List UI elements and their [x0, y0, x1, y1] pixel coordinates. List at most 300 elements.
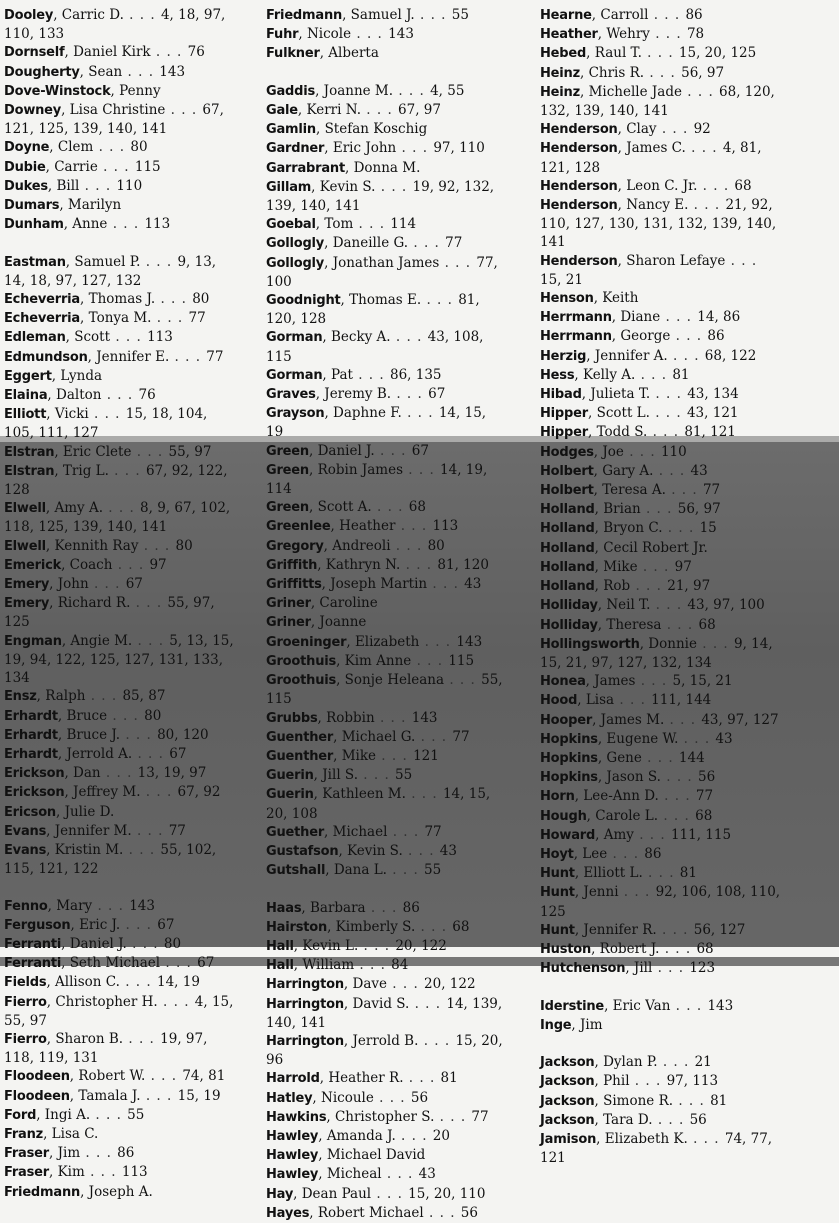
entry-first-name: Dana L. — [333, 862, 387, 879]
entry-first-name: Joanne — [319, 614, 367, 631]
index-entry — [4, 687, 236, 706]
entry-last-name: Griner — [266, 596, 311, 612]
index-entry — [266, 1069, 506, 1088]
entry-pages: 92 — [693, 121, 711, 138]
entry-first-name: Mike — [603, 558, 638, 575]
entry-first-name: Ingi A. — [44, 1106, 91, 1123]
entry-last-name: Holland — [540, 502, 595, 518]
entry-last-name: Ferranti — [4, 956, 62, 972]
index-entry — [4, 82, 236, 101]
entry-pages: 56, 97 — [677, 501, 721, 518]
entry-pages: 15, 20, 96 — [266, 1032, 503, 1069]
entry-first-name: Kimberly S. — [335, 918, 416, 935]
index-entry — [266, 404, 506, 441]
entry-separator: , — [57, 707, 67, 724]
entry-first-name: Jennifer M. — [54, 822, 132, 839]
entry-last-name: Dove-Winstock — [4, 83, 111, 99]
entry-last-name: Dooley — [4, 8, 54, 23]
entry-pages: 19, 97, 118, 119, 131 — [4, 1030, 208, 1067]
entry-leader-dots: . . . — [670, 328, 708, 345]
entry-pages: 81 — [679, 865, 697, 882]
entry-last-name: Emerick — [4, 557, 62, 573]
entry-first-name: Mary — [56, 897, 93, 914]
letter-gap — [540, 978, 783, 996]
entry-first-name: Brian — [603, 501, 641, 518]
entry-separator: , — [46, 1030, 56, 1047]
entry-leader-dots: . . . — [138, 537, 176, 554]
entry-separator: , — [36, 688, 46, 705]
entry-last-name: Jamison — [540, 1131, 597, 1147]
entry-separator: , — [333, 728, 342, 745]
entry-first-name: Daniel Kirk — [73, 44, 151, 61]
entry-last-name: Gollogly — [266, 255, 325, 271]
entry-leader-dots: . . . — [635, 673, 673, 690]
entry-separator: , — [594, 558, 604, 575]
index-entry — [540, 120, 783, 139]
entry-pages: 43 — [439, 842, 457, 859]
entry-first-name: Coach — [69, 556, 113, 573]
entry-pages: 55 — [451, 7, 469, 23]
entry-pages: 80 — [192, 291, 210, 308]
entry-first-name: Todd S. — [596, 424, 648, 441]
entry-first-name: David S. — [352, 995, 410, 1012]
entry-pages: 115 — [448, 652, 475, 669]
entry-separator: , — [293, 937, 303, 954]
entry-first-name: Simone R. — [603, 1092, 674, 1109]
entry-first-name: Dan — [73, 765, 101, 782]
entry-leader-dots: . . . — [100, 765, 138, 782]
entry-first-name: Lee — [582, 845, 608, 862]
entry-separator: , — [64, 44, 74, 61]
entry-leader-dots: . . . — [112, 556, 150, 573]
entry-pages: 5, 15, 21 — [672, 673, 733, 690]
entry-separator: , — [611, 309, 621, 326]
index-entry — [540, 558, 783, 577]
entry-first-name: Daphne F. — [333, 405, 402, 422]
index-entry — [266, 82, 506, 101]
entry-separator: , — [594, 1054, 604, 1071]
entry-leader-dots: . . . — [373, 1089, 411, 1106]
entry-last-name: Heinz — [540, 65, 580, 81]
entry-last-name: Herrmann — [540, 310, 612, 326]
entry-last-name: Evans — [4, 823, 47, 839]
entry-first-name: Teresa A. — [602, 482, 666, 499]
entry-first-name: Jim — [580, 1016, 603, 1033]
entry-first-name: Robert Michael — [317, 1204, 424, 1221]
entry-leader-dots: . . . — [123, 1030, 161, 1047]
entry-first-name: Diane — [620, 309, 661, 326]
entry-pages: 143 — [456, 633, 483, 650]
entry-separator: , — [574, 788, 584, 805]
entry-pages: 15 — [699, 520, 717, 537]
entry-first-name: Andreoli — [332, 537, 391, 554]
index-entry — [4, 783, 236, 802]
index-entry — [266, 498, 506, 517]
entry-pages: 56 — [460, 1204, 478, 1221]
index-entry — [540, 940, 783, 959]
entry-first-name: Tonya M. — [88, 310, 152, 327]
entry-pages: 97, 113 — [666, 1073, 719, 1090]
entry-last-name: Hodges — [540, 444, 594, 460]
entry-leader-dots: . . . — [642, 865, 680, 882]
entry-last-name: Harrington — [266, 977, 344, 993]
entry-first-name: Michael — [332, 823, 388, 840]
entry-pages: 143 — [411, 709, 438, 726]
entry-last-name: Ferranti — [4, 936, 62, 952]
entry-pages: 85, 87 — [122, 688, 166, 705]
entry-leader-dots: . . . — [126, 935, 164, 952]
index-entry — [266, 956, 506, 975]
index-entry — [4, 745, 236, 764]
entry-pages: 14, 86 — [697, 309, 741, 326]
entry-separator: , — [301, 899, 310, 916]
entry-separator: , — [293, 1185, 302, 1202]
entry-separator: , — [313, 786, 323, 803]
entry-pages: 113 — [147, 329, 173, 346]
entry-separator: , — [587, 405, 597, 422]
entry-pages: 56, 97 — [681, 64, 725, 81]
index-entry — [540, 768, 783, 787]
entry-pages: 80 — [144, 707, 162, 724]
entry-pages: 97 — [674, 558, 692, 575]
index-entry — [266, 120, 506, 139]
entry-first-name: Becky A. — [330, 329, 391, 346]
entry-last-name: Hawley — [266, 1148, 319, 1164]
index-entry — [540, 749, 783, 768]
entry-last-name: Holland — [540, 559, 595, 575]
index-entry — [266, 995, 506, 1032]
entry-pages: 77 — [702, 482, 721, 499]
entry-separator: , — [321, 576, 331, 593]
index-entry — [4, 1144, 236, 1163]
entry-separator: , — [46, 406, 55, 423]
entry-pages: 14, 139, 140, 141 — [266, 995, 503, 1031]
entry-separator: , — [324, 235, 333, 252]
index-entry — [266, 517, 506, 536]
index-entry — [540, 596, 783, 615]
entry-leader-dots: . . . — [681, 83, 720, 100]
entry-last-name: Groothuis — [266, 673, 337, 689]
entry-separator: , — [315, 121, 325, 138]
entry-last-name: Elliott — [4, 407, 47, 423]
index-entry — [540, 25, 783, 44]
entry-pages: 81, 120, 128 — [266, 292, 480, 328]
entry-leader-dots: . . . — [108, 462, 146, 479]
entry-first-name: Eric Clete — [62, 443, 132, 460]
entry-first-name: Lisa — [585, 692, 615, 709]
entry-last-name: Hearne — [540, 8, 592, 23]
entry-first-name: Daniel J. — [69, 935, 127, 952]
index-entry — [4, 822, 236, 841]
index-entry — [540, 577, 783, 596]
entry-last-name: Hay — [266, 1186, 294, 1202]
index-entry — [540, 83, 783, 120]
entry-leader-dots: . . . — [131, 822, 169, 839]
entry-last-name: Erhardt — [4, 727, 58, 743]
entry-last-name: Gardner — [266, 141, 325, 157]
entry-separator: , — [36, 1106, 45, 1123]
entry-separator: , — [315, 216, 325, 233]
entry-first-name: Christopher H. — [55, 993, 158, 1010]
entry-last-name: Green — [266, 462, 309, 478]
entry-pages: 55 — [395, 767, 413, 784]
entry-pages: 80 — [130, 139, 148, 156]
index-entry — [540, 864, 783, 883]
entry-separator: , — [325, 862, 334, 879]
entry-leader-dots: . . . — [653, 462, 691, 479]
entry-first-name: Kathryn N. — [325, 556, 401, 573]
entry-last-name: Hebed — [540, 46, 587, 62]
entry-separator: , — [338, 842, 348, 859]
entry-separator: , — [343, 1032, 353, 1049]
entry-first-name: Micheal — [326, 1166, 382, 1183]
index-entry — [266, 594, 506, 613]
entry-leader-dots: . . . — [673, 1092, 711, 1109]
entry-leader-dots: . . . — [403, 461, 441, 478]
entry-separator: , — [579, 64, 589, 81]
entry-last-name: Hooper — [540, 712, 593, 728]
entry-pages: 43, 108, 115 — [266, 329, 484, 365]
entry-leader-dots: . . . — [160, 955, 198, 972]
entry-separator: , — [593, 290, 603, 307]
entry-pages: 20, 122 — [424, 976, 476, 993]
index-entry — [540, 1130, 783, 1167]
entry-separator: , — [51, 367, 61, 384]
entry-last-name: Floodeen — [4, 1069, 70, 1085]
entry-separator: , — [611, 328, 621, 345]
entry-leader-dots: . . . — [395, 1127, 433, 1144]
entry-separator: , — [617, 197, 627, 214]
index-entry — [266, 823, 506, 842]
entry-pages: 43, 121 — [686, 405, 739, 422]
entry-separator: , — [63, 216, 73, 233]
entry-leader-dots: . . . — [130, 595, 168, 612]
entry-first-name: Michelle Jade — [588, 83, 682, 100]
index-entry — [266, 1032, 506, 1069]
entry-first-name: Donna M. — [353, 159, 421, 176]
entry-separator: , — [110, 82, 120, 99]
entry-pages: 86 — [117, 1145, 135, 1162]
entry-first-name: Rob — [603, 578, 631, 595]
entry-last-name: Goebal — [266, 217, 316, 233]
entry-pages: 86 — [685, 7, 703, 23]
index-entry — [540, 44, 783, 63]
index-entry — [266, 556, 506, 575]
entry-pages: 43, 97, 127 — [701, 711, 779, 728]
index-entry — [540, 635, 783, 672]
entry-pages: 55 — [127, 1106, 145, 1123]
index-entry — [540, 423, 783, 442]
entry-separator: , — [336, 672, 345, 689]
entry-last-name: Hipper — [540, 406, 588, 422]
entry-last-name: Eggert — [4, 368, 52, 384]
entry-pages: 8, 9, 67, 102, 118, 125, 139, 140, 141 — [4, 500, 231, 536]
index-entry — [540, 883, 783, 920]
entry-leader-dots: . . . — [658, 807, 696, 824]
entry-last-name: Engman — [4, 633, 62, 649]
entry-separator: , — [594, 1073, 604, 1090]
entry-first-name: Stefan Koschig — [324, 121, 428, 138]
entry-separator: , — [597, 730, 607, 747]
entry-separator: , — [319, 1070, 329, 1087]
entry-pages: 43, 134 — [687, 386, 739, 403]
entry-leader-dots: . . . — [403, 1070, 441, 1087]
entry-leader-dots: . . . — [434, 1108, 472, 1125]
entry-last-name: Dubie — [4, 159, 46, 175]
index-entry — [540, 519, 783, 538]
entry-leader-dots: . . . — [623, 443, 661, 460]
entry-last-name: Henderson — [540, 178, 618, 194]
index-entry — [4, 158, 236, 177]
entry-leader-dots: . . . — [84, 1164, 122, 1181]
entry-pages: 15, 20, 125 — [678, 45, 757, 62]
entry-last-name: Gale — [266, 103, 298, 118]
entry-first-name: Dalton — [56, 387, 102, 404]
entry-leader-dots: . . . — [658, 788, 696, 805]
index-entry — [4, 43, 236, 62]
entry-last-name: Hawley — [266, 1128, 319, 1144]
entry-leader-dots: . . . — [439, 254, 477, 271]
entry-leader-dots: . . . — [381, 1166, 419, 1183]
entry-separator: , — [315, 82, 324, 99]
entry-pages: 113 — [121, 1164, 148, 1181]
entry-pages: 19, 92, 132, 139, 140, 141 — [266, 178, 495, 215]
entry-first-name: Dean Paul — [301, 1185, 372, 1202]
entry-pages: 143 — [129, 897, 155, 914]
entry-pages: 114 — [390, 216, 417, 233]
entry-leader-dots: . . . — [88, 406, 126, 423]
entry-first-name: Phil — [603, 1073, 630, 1090]
entry-first-name: Jerrold B. — [352, 1032, 419, 1049]
entry-separator: , — [57, 726, 67, 743]
entry-first-name: Caroline — [319, 595, 378, 612]
entry-separator: , — [317, 709, 327, 726]
entry-first-name: Sharon B. — [55, 1030, 124, 1047]
entry-separator: , — [586, 807, 596, 824]
entry-pages: 67 — [125, 576, 143, 593]
entry-last-name: Hairston — [266, 919, 328, 935]
entry-separator: , — [343, 995, 353, 1012]
entry-first-name: Cecil Robert Jr. — [603, 539, 708, 556]
entry-leader-dots: . . . — [110, 329, 148, 346]
entry-separator: , — [315, 386, 325, 403]
entry-last-name: Dunham — [4, 217, 64, 233]
entry-last-name: Gorman — [266, 330, 323, 346]
entry-pages: 76 — [138, 387, 156, 404]
entry-leader-dots: . . . — [629, 1073, 667, 1090]
entry-last-name: Henderson — [540, 141, 618, 157]
entry-pages: 113 — [432, 518, 459, 535]
index-entry — [540, 691, 783, 710]
index-entry — [4, 386, 236, 405]
index-entry — [4, 196, 236, 215]
entry-separator: , — [593, 443, 603, 460]
index-entry — [4, 101, 236, 138]
entry-last-name: Harrold — [266, 1071, 320, 1087]
index-entry — [266, 1089, 506, 1108]
entry-separator: , — [342, 7, 351, 23]
entry-separator: , — [346, 633, 355, 650]
entry-separator: , — [308, 461, 318, 478]
entry-last-name: Heather — [540, 27, 598, 43]
index-entry — [540, 327, 783, 346]
entry-first-name: Lisa C. — [51, 1125, 99, 1142]
index-entry — [540, 404, 783, 423]
entry-leader-dots: . . . — [402, 842, 440, 859]
entry-separator: , — [309, 1204, 318, 1221]
entry-leader-dots: . . . — [390, 329, 428, 346]
entry-leader-dots: . . . — [667, 347, 705, 364]
index-entry — [4, 462, 236, 499]
index-entry — [266, 139, 506, 158]
entry-first-name: Joe — [602, 443, 624, 460]
entry-separator: , — [70, 916, 80, 933]
entry-last-name: Fierro — [4, 1031, 47, 1047]
entry-leader-dots: . . . — [640, 501, 678, 518]
entry-first-name: Amy A. — [54, 500, 103, 517]
entry-separator: , — [324, 140, 333, 157]
entry-pages: 68 — [698, 616, 716, 633]
entry-leader-dots: . . . — [660, 309, 698, 326]
entry-separator: , — [597, 749, 607, 766]
index-entry — [266, 1165, 506, 1184]
entry-pages: 15, 21 — [540, 271, 583, 288]
entry-first-name: Dave — [352, 976, 387, 993]
index-entry — [540, 959, 783, 978]
entry-first-name: William — [302, 957, 355, 974]
entry-leader-dots: . . . — [415, 918, 453, 935]
entry-leader-dots: . . . — [376, 747, 414, 764]
entry-last-name: Harrington — [266, 996, 344, 1012]
entry-leader-dots: . . . — [169, 348, 207, 365]
entry-separator: , — [324, 254, 333, 271]
entry-first-name: Lynda — [60, 367, 103, 384]
entry-last-name: Gollogly — [266, 236, 325, 252]
letter-gap — [266, 880, 506, 898]
entry-leader-dots: . . . — [375, 178, 413, 195]
index-entry — [540, 1016, 783, 1035]
entry-last-name: Hopkins — [540, 750, 598, 766]
entry-last-name: Hawkins — [266, 1109, 327, 1125]
entry-first-name: Jenni — [583, 884, 619, 901]
entry-last-name: Edmundson — [4, 349, 88, 365]
entry-separator: , — [327, 918, 336, 935]
entry-first-name: Leon C. Jr. — [626, 177, 698, 194]
entry-leader-dots: . . . — [401, 405, 439, 422]
entry-pages: 81, 120 — [437, 556, 489, 573]
entry-first-name: Keith — [602, 290, 639, 307]
entry-separator: , — [298, 26, 307, 43]
entry-leader-dots: . . . — [395, 518, 433, 535]
index-entry — [540, 481, 783, 500]
entry-first-name: Tamala J. — [78, 1087, 141, 1104]
index-entry — [266, 6, 506, 25]
entry-first-name: Amy — [603, 826, 634, 843]
entry-leader-dots: . . . — [123, 841, 161, 858]
index-entry — [266, 537, 506, 556]
index-entry — [540, 1092, 783, 1111]
entry-first-name: Ralph — [45, 688, 86, 705]
index-entry — [4, 1087, 236, 1106]
entry-last-name: Inge — [540, 1017, 572, 1033]
index-entry — [540, 807, 783, 826]
entry-pages: 68, 122 — [704, 347, 757, 364]
entry-last-name: Hood — [540, 693, 578, 709]
entry-last-name: Guenther — [266, 729, 334, 745]
entry-first-name: Bryon C. — [603, 520, 663, 537]
entry-separator: , — [318, 1147, 327, 1164]
index-entry — [266, 633, 506, 652]
